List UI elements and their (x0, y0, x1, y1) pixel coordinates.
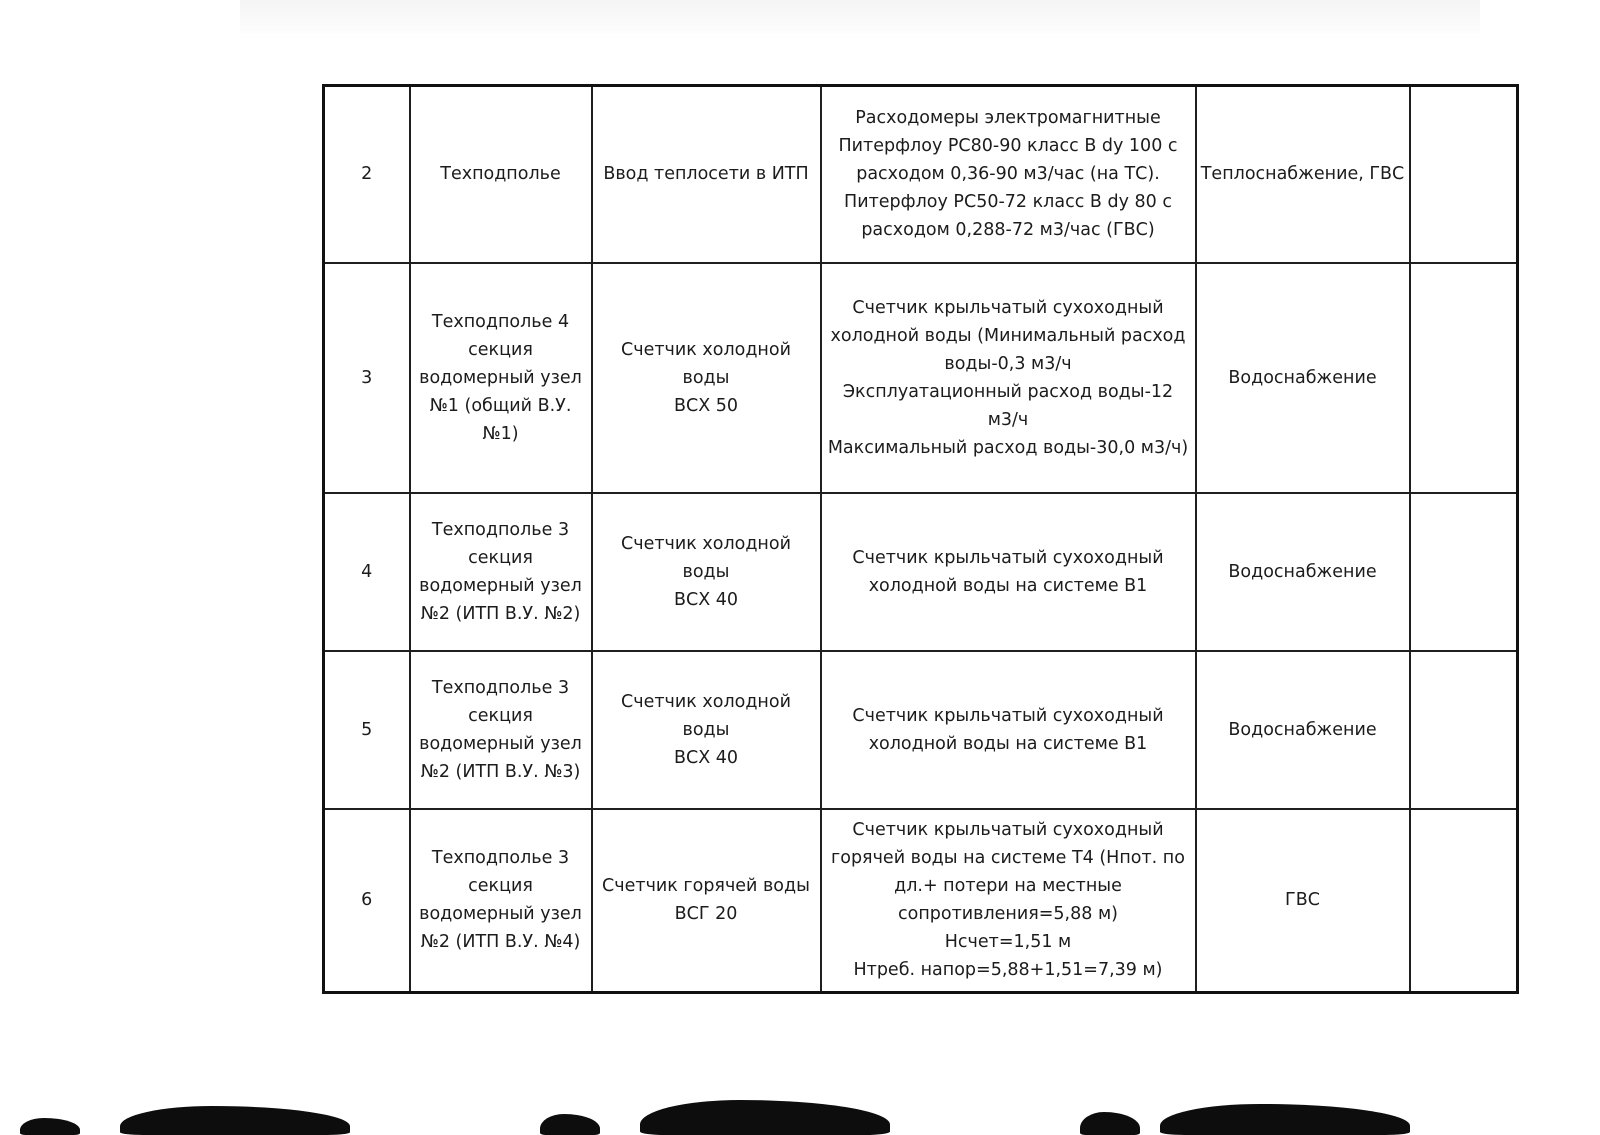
system-cell: ГВС (1196, 809, 1410, 993)
location-cell: Техподполье 3 секция водомерный узел №2 (ИТП В.У. №3) (410, 651, 592, 809)
row-number: 2 (324, 86, 410, 263)
table-row (324, 809, 1518, 993)
extra-cell (1410, 809, 1518, 993)
row-number: 5 (324, 651, 410, 809)
device-cell: Счетчик горячей воды ВСГ 20 (592, 809, 821, 993)
description-cell: Счетчик крыльчатый сухоходный холодной воды (Минимальный расход воды-0,3 м3/ч Эксплуатационный расход воды-12 м3/ч Максимальный расход воды-30,0 м3/ч) (821, 263, 1196, 493)
scan-blot (20, 1118, 80, 1135)
scan-blot (120, 1106, 350, 1135)
system-cell: Водоснабжение (1196, 263, 1410, 493)
scan-blot (540, 1114, 600, 1135)
table-row (324, 86, 1518, 263)
device-cell: Счетчик холодной воды ВСХ 40 (592, 651, 821, 809)
device-cell: Счетчик холодной воды ВСХ 40 (592, 493, 821, 651)
system-cell: Водоснабжение (1196, 651, 1410, 809)
scan-bottom-artifacts (0, 1100, 1600, 1135)
scan-blot (1080, 1112, 1140, 1135)
description-cell: Счетчик крыльчатый сухоходный холодной воды на системе В1 (821, 493, 1196, 651)
description-cell: Счетчик крыльчатый сухоходный холодной воды на системе В1 (821, 651, 1196, 809)
location-cell: Техподполье (410, 86, 592, 263)
table-row (324, 493, 1518, 651)
table-row (324, 263, 1518, 493)
extra-cell (1410, 263, 1518, 493)
row-number: 4 (324, 493, 410, 651)
system-cell: Теплоснабжение, ГВС (1196, 86, 1410, 263)
location-cell: Техподполье 3 секция водомерный узел №2 (ИТП В.У. №2) (410, 493, 592, 651)
scan-top-shadow (240, 0, 1480, 40)
extra-cell (1410, 493, 1518, 651)
location-cell: Техподполье 4 секция водомерный узел №1 (общий В.У. №1) (410, 263, 592, 493)
description-cell: Расходомеры электромагнитные Питерфлоу РС80-90 класс В dy 100 с расходом 0,36-90 м3/час (на ТС). Питерфлоу РС50-72 класс В dy 80 с расходом 0,288-72 м3/час (ГВС) (821, 86, 1196, 263)
system-cell: Водоснабжение (1196, 493, 1410, 651)
extra-cell (1410, 651, 1518, 809)
table-row (324, 651, 1518, 809)
row-number: 6 (324, 809, 410, 993)
device-cell: Ввод теплосети в ИТП (592, 86, 821, 263)
scan-blot (640, 1100, 890, 1135)
device-cell: Счетчик холодной воды ВСХ 50 (592, 263, 821, 493)
equipment-table (322, 84, 1519, 994)
scan-blot (1160, 1104, 1410, 1135)
description-cell: Счетчик крыльчатый сухоходный горячей воды на системе Т4 (Нпот. по дл.+ потери на местные сопротивления=5,88 м) Нсчет=1,51 м Нтреб. напор=5,88+1,51=7,39 м) (821, 809, 1196, 993)
row-number: 3 (324, 263, 410, 493)
location-cell: Техподполье 3 секция водомерный узел №2 (ИТП В.У. №4) (410, 809, 592, 993)
extra-cell (1410, 86, 1518, 263)
